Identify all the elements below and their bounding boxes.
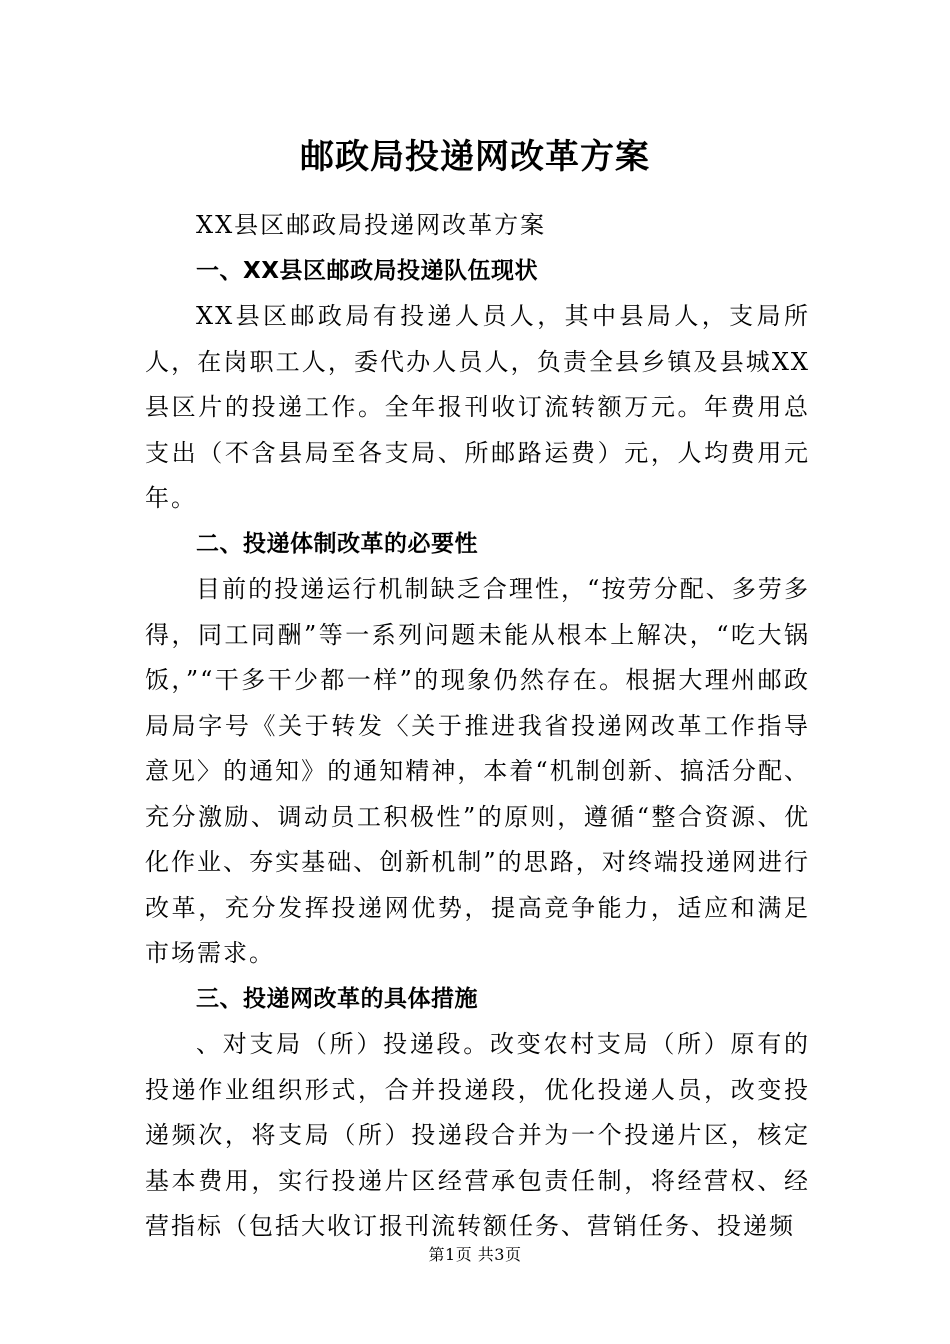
section-heading-3: 三、投递网改革的具体措施 [196,985,478,1012]
section-1-paragraph: XX县区邮政局有投递人员人，其中县局人，支局所人，在岗职工人，委代办人员人，负责全县乡镇及县城XX县区片的投递工作。全年报刊收订流转额万元。年费用总支出（不含县局至各支局、所邮路运费）元，人均费用元年。 [145,302,810,512]
section-heading-1: 一、XX县区邮政局投递队伍现状 [196,257,538,284]
document-title: 邮政局投递网改革方案 [300,137,650,177]
section-heading-2: 二、投递体制改革的必要性 [196,530,478,557]
section-2-paragraph: 目前的投递运行机制缺乏合理性，“按劳分配、多劳多得，同工同酬”等一系列问题未能从根本上解决，“吃大锅饭，”“干多干少都一样”的现象仍然存在。根据大理州邮政局局字号《关于转发〈关于推进我省投递网改革工作指导意见〉的通知》的通知精神，本着“机制创新、搞活分配、充分激励、调动员工积极性”的原则，遵循“整合资源、优化作业、夯实基础、创新机制”的思路，对终端投递网进行改革，充分发挥投递网优势，提高竞争能力，适应和满足市场需求。 [145,575,810,967]
document-subtitle: XX县区邮政局投递网改革方案 [196,211,547,239]
document-body [145,203,810,1250]
page-number-footer: 第1页 共3页 [428,1245,522,1264]
section-3-paragraph: 、对支局（所）投递段。改变农村支局（所）原有的投递作业组织形式，合并投递段，优化投递人员，改变投递频次，将支局（所）投递段合并为一个投递片区，核定基本费用，实行投递片区经营承包责任制，将经营权、经营指标（包括大收订报刊流转额任务、营销任务、投递频 [145,1030,810,1240]
